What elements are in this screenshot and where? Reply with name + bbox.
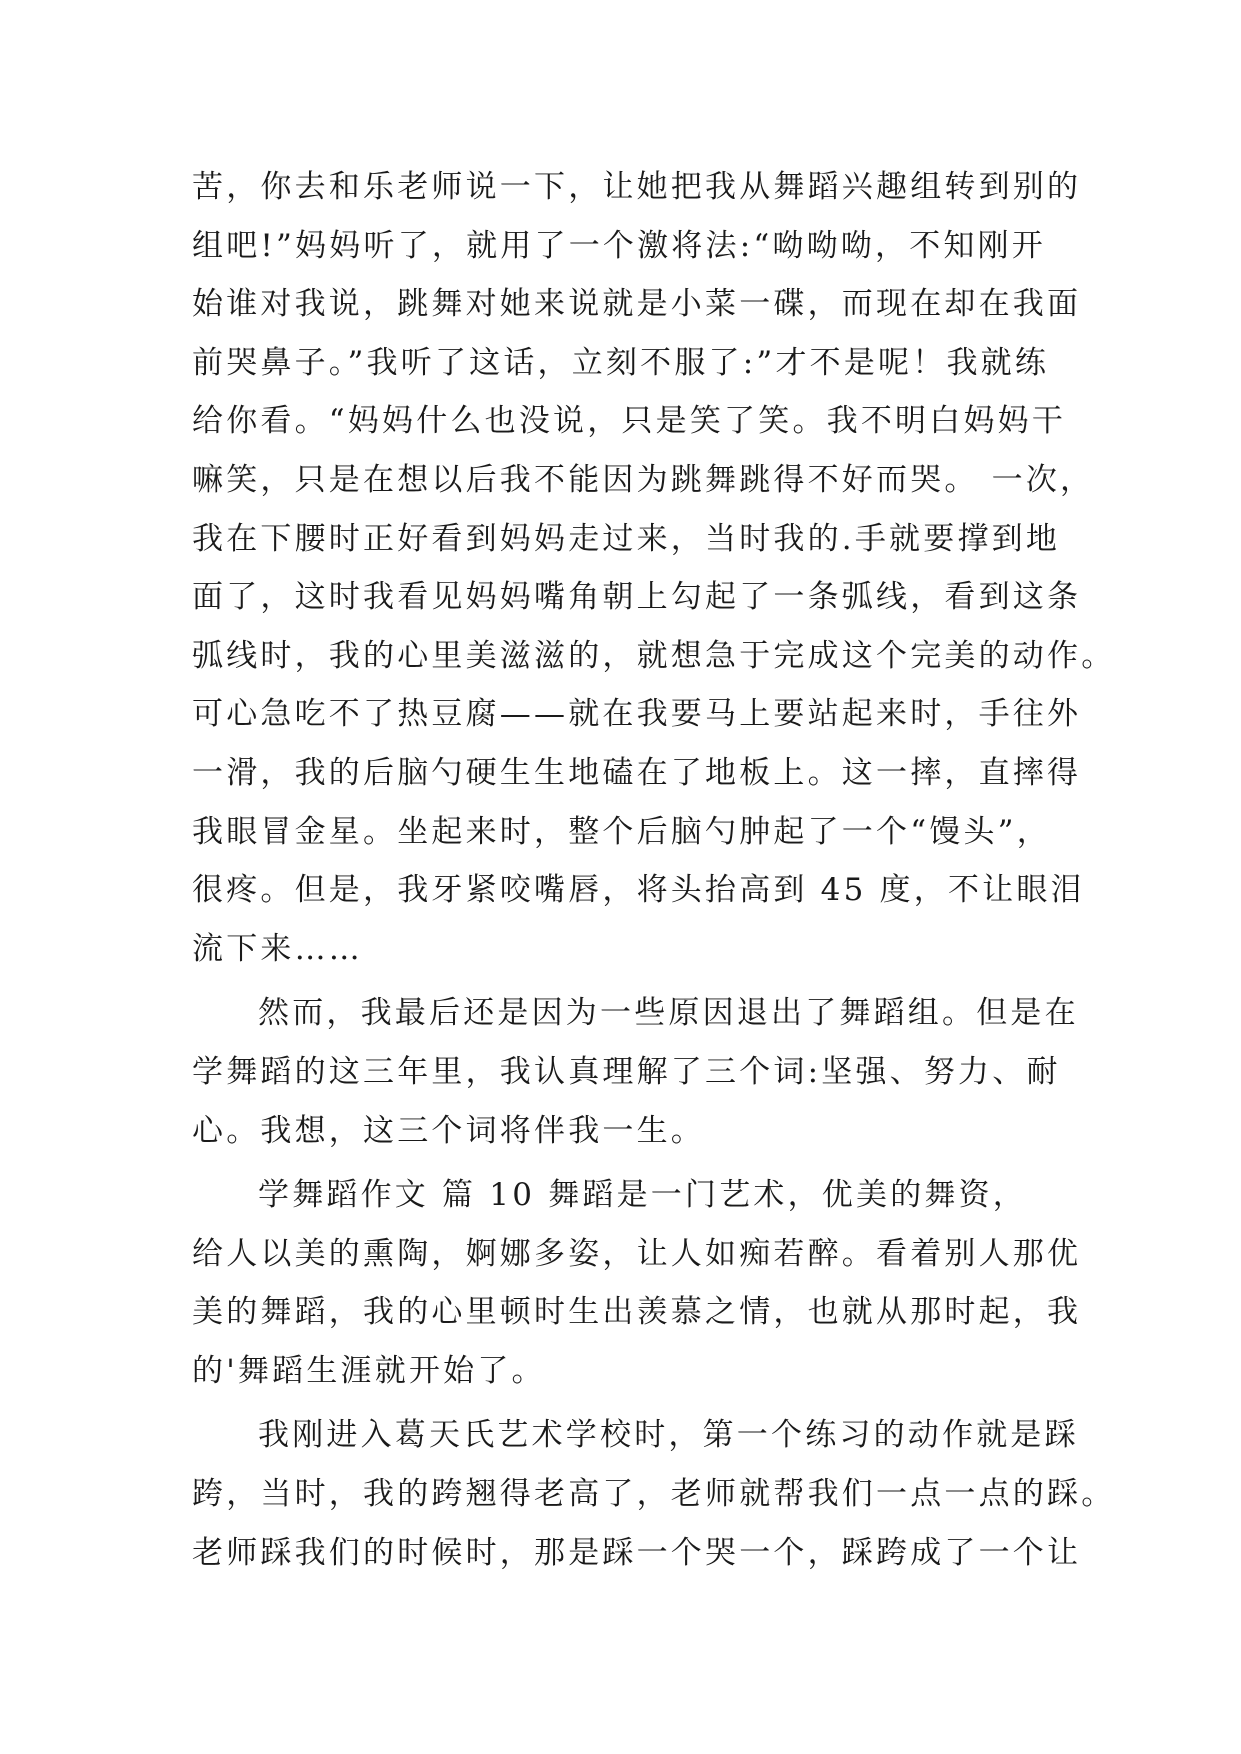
- text-line: 面了，这时我看见妈妈嘴角朝上勾起了一条弧线，看到这条: [192, 579, 1082, 616]
- text-line: 的'舞蹈生涯就开始了。: [192, 1352, 546, 1389]
- text-line: 流下来……: [192, 930, 363, 967]
- text-line: 组吧!”妈妈听了，就用了一个激将法:“呦呦呦，不知刚开: [192, 227, 1046, 264]
- text-line: 我在下腰时正好看到妈妈走过来，当时我的.手就要撑到地: [192, 520, 1061, 557]
- text-line: 苦，你去和乐老师说一下，让她把我从舞蹈兴趣组转到别的: [192, 169, 1082, 205]
- text-line: 弧线时，我的心里美滋滋的，就想急于完成这个完美的动作。: [192, 637, 1116, 674]
- text-line: 然而，我最后还是因为一些原因退出了舞蹈组。但是在: [258, 995, 1079, 1032]
- text-line: 嘛笑，只是在想以后我不能因为跳舞跳得不好而哭。 一次，: [192, 461, 1095, 498]
- text-line: 前哭鼻子。”我听了这话，立刻不服了:”才不是呢！我就练: [192, 344, 1050, 381]
- text-line: 给人以美的熏陶，婀娜多姿，让人如痴若醉。看着别人那优: [192, 1235, 1082, 1272]
- text-line: 可心急吃不了热豆腐——就在我要马上要站起来时，手往外: [192, 696, 1082, 733]
- document-body: [192, 158, 1116, 1582]
- text-line: 心。我想，这三个词将伴我一生。: [192, 1112, 705, 1149]
- text-line: 很疼。但是，我牙紧咬嘴唇，将头抬高到 45 度，不让眼泪: [192, 872, 1085, 909]
- text-line: 学舞蹈作文 篇 10 舞蹈是一门艺术，优美的舞资，: [258, 1177, 1028, 1214]
- text-line: 老师踩我们的时候时，那是踩一个哭一个，踩跨成了一个让: [192, 1534, 1082, 1571]
- text-line: 学舞蹈的这三年里，我认真理解了三个词:坚强、努力、耐: [192, 1053, 1061, 1090]
- text-line: 一滑，我的后脑勺硬生生地磕在了地板上。这一摔，直摔得: [192, 754, 1082, 791]
- text-line: 我眼冒金星。坐起来时，整个后脑勺肿起了一个“馒头”，: [192, 813, 1051, 850]
- text-line: 给你看。“妈妈什么也没说，只是笑了笑。我不明白妈妈干: [192, 403, 1067, 440]
- text-line: 美的舞蹈，我的心里顿时生出羡慕之情，也就从那时起，我: [192, 1294, 1082, 1331]
- text-line: 跨，当时，我的跨翘得老高了，老师就帮我们一点一点的踩。: [192, 1476, 1116, 1513]
- text-line: 我刚进入葛天氏艺术学校时，第一个练习的动作就是踩: [258, 1417, 1079, 1454]
- text-line: 始谁对我说，跳舞对她来说就是小菜一碟，而现在却在我面: [192, 286, 1082, 323]
